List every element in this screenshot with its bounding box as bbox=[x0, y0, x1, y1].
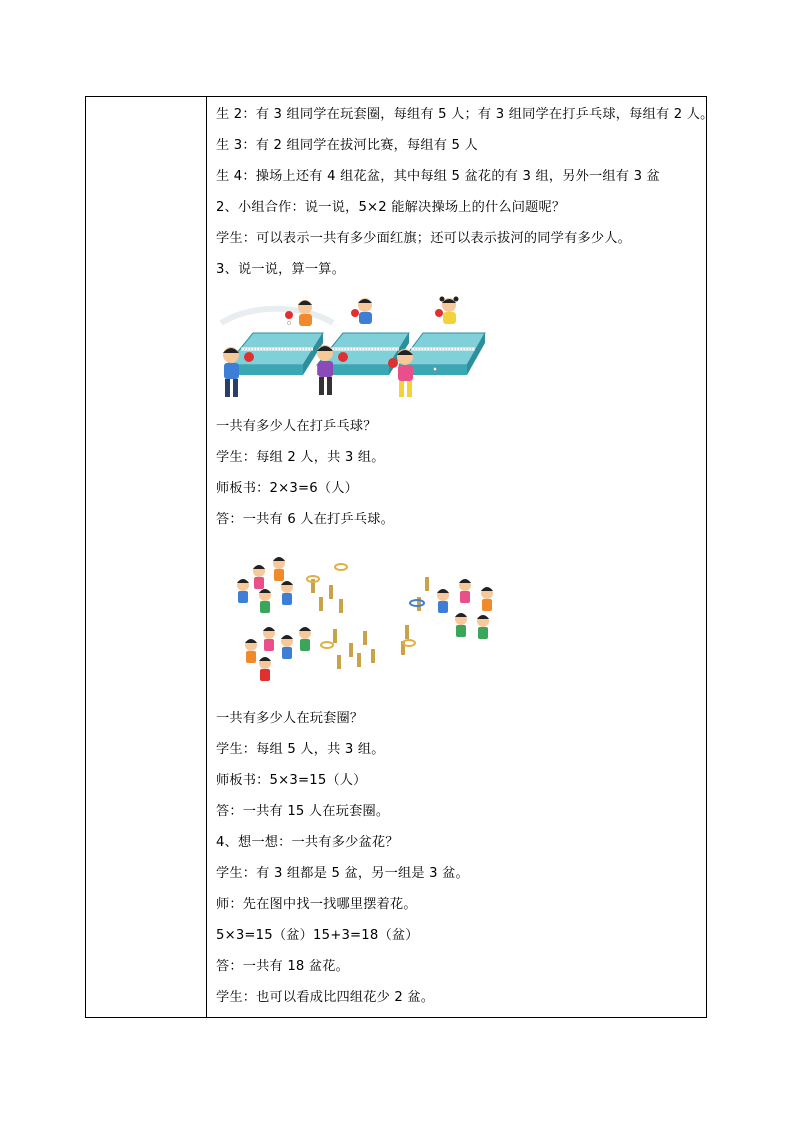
table-1 bbox=[227, 333, 323, 375]
text-line-16: 学生：有 3 组都是 5 盆，另一组是 3 盆。 bbox=[216, 866, 469, 881]
player-back-3 bbox=[435, 297, 459, 325]
text-line-9: 师板书：2×3=6（人） bbox=[216, 481, 358, 496]
text-line-4: 2、小组合作：说一说，5×2 能解决操场上的什么问题呢？ bbox=[216, 200, 566, 215]
left-column bbox=[86, 97, 207, 1017]
text-line-3: 生 4：操场上还有 4 组花盆，其中每组 5 盆花的有 3 组，另外一组有 3 盆 bbox=[216, 169, 660, 184]
text-line-12: 学生：每组 5 人，共 3 组。 bbox=[216, 742, 385, 757]
text-line-13: 师板书：5×3=15（人） bbox=[216, 773, 367, 788]
text-line-19: 答：一共有 18 盆花。 bbox=[216, 959, 350, 974]
text-line-7: 一共有多少人在打乒乓球？ bbox=[216, 419, 377, 434]
text-line-6: 3、说一说，算一算。 bbox=[216, 262, 346, 277]
text-line-20: 学生：也可以看成比四组花少 2 盆。 bbox=[216, 990, 435, 1005]
text-line-2: 生 3：有 2 组同学在拔河比赛，每组有 5 人 bbox=[216, 138, 478, 153]
player-back-2 bbox=[351, 298, 372, 324]
kids-group-3 bbox=[437, 579, 493, 639]
ping-pong-tables-illustration bbox=[213, 293, 493, 405]
text-line-18: 5×3=15（盆）15+3=18（盆） bbox=[216, 928, 419, 943]
text-line-8: 学生：每组 2 人，共 3 组。 bbox=[216, 450, 385, 465]
pegs-group-1 bbox=[307, 564, 347, 613]
kids-group-1 bbox=[237, 557, 293, 613]
lesson-table bbox=[85, 96, 714, 1018]
text-line-11: 一共有多少人在玩套圈？ bbox=[216, 711, 364, 726]
ring-toss-illustration bbox=[229, 545, 501, 695]
text-line-14: 答：一共有 15 人在玩套圈。 bbox=[216, 804, 390, 819]
pegs-group-2 bbox=[321, 629, 375, 669]
text-line-15: 4、想一想：一共有多少盆花？ bbox=[216, 835, 399, 850]
text-line-5: 学生：可以表示一共有多少面红旗；还可以表示拔河的同学有多少人。 bbox=[216, 231, 632, 246]
text-line-17: 师：先在图中找一找哪里摆着花。 bbox=[216, 897, 417, 912]
pegs-group-3 bbox=[401, 577, 429, 655]
kids-group-2 bbox=[245, 627, 311, 681]
right-column bbox=[207, 97, 714, 1017]
text-line-1: 生 2：有 3 组同学在玩套圈，每组有 5 人；有 3 组同学在打乒乓球，每组有 2 人。 bbox=[216, 107, 714, 122]
text-line-10: 答：一共有 6 人在打乒乓球。 bbox=[216, 512, 395, 527]
